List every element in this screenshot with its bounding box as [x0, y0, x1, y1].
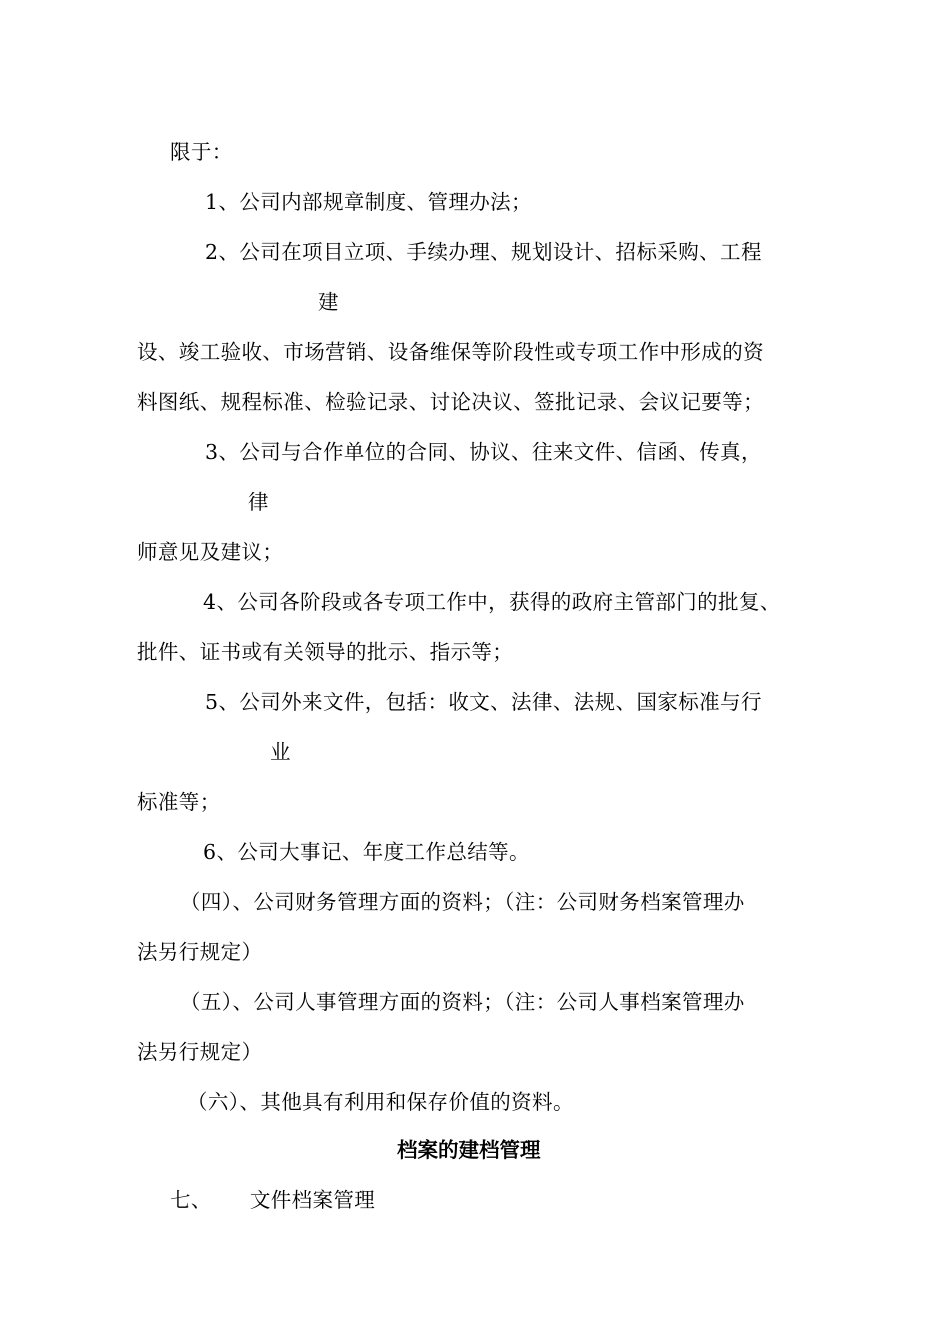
- text-line: 法另行规定）: [137, 1040, 263, 1064]
- text-line: 4、公司各阶段或各专项工作中，获得的政府主管部门的批复、: [203, 590, 781, 614]
- section-heading: 档案的建档管理: [397, 1138, 541, 1162]
- text-line: 2、公司在项目立项、手续办理、规划设计、招标采购、工程: [205, 240, 762, 264]
- text-line: （五）、公司人事管理方面的资料；（注：公司人事档案管理办: [180, 990, 745, 1014]
- item-number: 七、: [170, 1188, 212, 1212]
- item-title: 文件档案管理: [249, 1188, 376, 1212]
- text-line: 6、公司大事记、年度工作总结等。: [203, 840, 530, 864]
- text-line: 批件、证书或有关领导的批示、指示等；: [137, 640, 514, 664]
- text-line: （四）、公司财务管理方面的资料；（注：公司财务档案管理办: [180, 890, 745, 914]
- text-line: 1、公司内部规章制度、管理办法；: [205, 190, 532, 214]
- text-line: 法另行规定）: [137, 940, 263, 964]
- text-line: 建: [318, 290, 339, 314]
- text-line: 师意见及建议；: [137, 540, 284, 564]
- text-line: （六）、其他具有利用和保存价值的资料。: [187, 1090, 574, 1114]
- text-line: 律: [248, 490, 269, 514]
- text-line: 3、公司与合作单位的合同、协议、往来文件、信函、传真，: [205, 440, 762, 464]
- numbered-item: [170, 1188, 375, 1212]
- text-line: 业: [270, 740, 291, 764]
- text-line: 设、竣工验收、市场营销、设备维保等阶段性或专项工作中形成的资: [137, 340, 764, 364]
- text-line: 料图纸、规程标准、检验记录、讨论决议、签批记录、会议记要等；: [137, 390, 764, 414]
- text-line: 标准等；: [137, 790, 221, 814]
- text-line: 5、公司外来文件，包括：收文、法律、法规、国家标准与行: [205, 690, 762, 714]
- text-line: 限于：: [170, 140, 233, 164]
